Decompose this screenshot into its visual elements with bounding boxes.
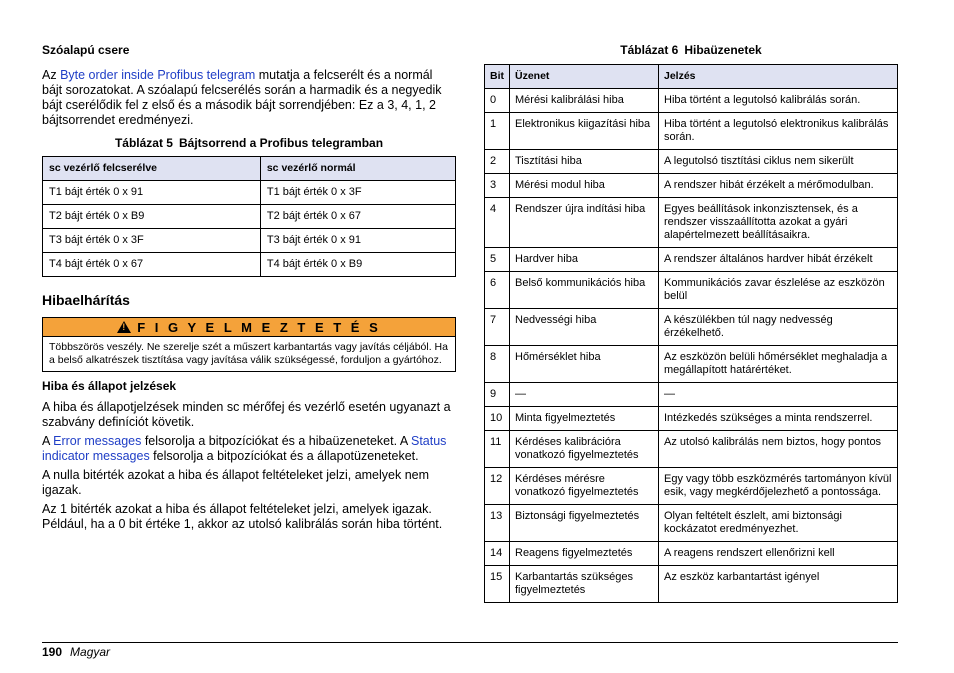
table-cell: Intézkedés szükséges a minta rendszerrel. (659, 407, 898, 431)
table-row (43, 181, 456, 205)
table-cell: 7 (485, 309, 510, 346)
table-cell: A rendszer hibát érzékelt a mérőmodulban. (659, 174, 898, 198)
table-row (485, 150, 898, 174)
warning-header (43, 318, 455, 337)
table-cell: T3 bájt érték 0 x 91 (260, 229, 455, 253)
table-cell: A készülékben túl nagy nedvesség érzékelhető. (659, 309, 898, 346)
warning-title: F I G Y E L M E Z T E T É S (137, 320, 381, 335)
table-cell: 9 (485, 383, 510, 407)
table-cell: 8 (485, 346, 510, 383)
table-cell: Egyes beállítások inkonzisztensek, és a rendszer visszaállította azokat a gyári alapértelmezett beállításaikra. (659, 198, 898, 248)
table5-caption (42, 135, 456, 151)
table-cell: 12 (485, 468, 510, 505)
table-cell: Belső kommunikációs hiba (510, 272, 659, 309)
table-row (485, 407, 898, 431)
table-row (485, 89, 898, 113)
table-cell: T4 bájt érték 0 x B9 (260, 253, 455, 277)
para2-text-b: felsorolja a bitpozíciókat és a hibaüzeneteket. A (141, 434, 411, 448)
error-messages-link[interactable]: Error messages (53, 434, 142, 448)
table-cell: 13 (485, 505, 510, 542)
byte-order-table (42, 156, 456, 277)
table-cell: 15 (485, 566, 510, 603)
table-cell: T4 bájt érték 0 x 67 (43, 253, 261, 277)
table-cell: 14 (485, 542, 510, 566)
table-cell: T3 bájt érték 0 x 3F (43, 229, 261, 253)
table-row (43, 229, 456, 253)
table-header-row (43, 157, 456, 181)
status-heading: Hiba és állapot jelzések (42, 379, 177, 393)
table-row (485, 542, 898, 566)
table6-caption (484, 42, 898, 58)
table-cell: 1 (485, 113, 510, 150)
table-cell: Hiba történt a legutolsó kalibrálás során. (659, 89, 898, 113)
word-swap-heading: Szóalapú csere (42, 43, 130, 57)
byte-order-link[interactable]: Byte order inside Profibus telegram (60, 68, 256, 82)
column-header: Bit (485, 65, 510, 89)
status-paragraph-2 (42, 434, 456, 464)
table-header-row (485, 65, 898, 89)
table-cell: Az eszközön belüli hőmérséklet meghaladja a megállapított határértéket. (659, 346, 898, 383)
table-row (485, 505, 898, 542)
table-cell: A legutolsó tisztítási ciklus nem sikerült (659, 150, 898, 174)
table-cell: Kérdéses kalibrációra vonatkozó figyelmeztetés (510, 431, 659, 468)
table-cell: — (659, 383, 898, 407)
column-header: Üzenet (510, 65, 659, 89)
table-cell: Karbantartás szükséges figyelmeztetés (510, 566, 659, 603)
table-cell: 10 (485, 407, 510, 431)
column-header: Jelzés (659, 65, 898, 89)
word-swap-paragraph (42, 68, 456, 128)
right-column (484, 42, 898, 603)
table-row (485, 248, 898, 272)
table-cell: Rendszer újra indítási hiba (510, 198, 659, 248)
table-cell: Kommunikációs zavar észlelése az eszközön belül (659, 272, 898, 309)
warning-text: Többszörös veszély. Ne szerelje szét a műszert karbantartás vagy javítás céljából. Ha a belső alkatrészek tisztítása vagy javítása válik szükségessé, forduljon a gyártóhoz. (49, 341, 448, 366)
table-row (43, 253, 456, 277)
table-cell: 3 (485, 174, 510, 198)
page-number: 190 (42, 645, 63, 659)
table6-caption-number: Táblázat 6 (620, 43, 679, 57)
table-cell: Mérési kalibrálási hiba (510, 89, 659, 113)
intro-suffix: mutatja a felcserélt és a normál bájt sorozatokat. A szóalapú felcserélés során a harmadik és a negyedik bájt cserélődik fel z első és a második bájt sorrendjében: Ez a 3, 4, 1, 2 bájtsorrendet eredményezi. (42, 68, 442, 127)
table-row (485, 174, 898, 198)
table-row (485, 198, 898, 248)
table-row (485, 113, 898, 150)
column-header: sc vezérlő felcserélve (43, 157, 261, 181)
table-cell: Nedvességi hiba (510, 309, 659, 346)
table-cell: Hőmérséklet hiba (510, 346, 659, 383)
table5-caption-number: Táblázat 5 (114, 136, 173, 150)
warning-triangle-icon (117, 321, 131, 333)
table-cell: 5 (485, 248, 510, 272)
table-cell: 6 (485, 272, 510, 309)
table-row (485, 346, 898, 383)
table-row (485, 431, 898, 468)
table-cell: Az eszköz karbantartást igényel (659, 566, 898, 603)
status-paragraph-3: A nulla bitérték azokat a hiba és állapot feltételeket jelzi, amelyek nem igazak. (42, 468, 430, 497)
table-cell: 4 (485, 198, 510, 248)
table-cell: — (510, 383, 659, 407)
table-cell: Biztonsági figyelmeztetés (510, 505, 659, 542)
table-cell: Hiba történt a legutolsó elektronikus kalibrálás során. (659, 113, 898, 150)
status-paragraph-1: A hiba és állapotjelzések minden sc mérőfej és vezérlő esetén ugyanazt a szabvány definíciót követik. (42, 400, 451, 429)
table-cell: Kérdéses mérésre vonatkozó figyelmeztetés (510, 468, 659, 505)
table-cell: A reagens rendszert ellenőrizni kell (659, 542, 898, 566)
page-footer (42, 645, 110, 659)
left-column (42, 42, 456, 532)
table-cell: Mérési modul hiba (510, 174, 659, 198)
para2-text-c: felsorolja a bitpozíciókat és a állapotüzeneteket. (149, 449, 419, 463)
table-cell: Hardver hiba (510, 248, 659, 272)
table-row (485, 309, 898, 346)
table-cell: T1 bájt érték 0 x 3F (260, 181, 455, 205)
table-row (43, 205, 456, 229)
troubleshooting-heading: Hibaelhárítás (42, 292, 130, 308)
table-cell: Tisztítási hiba (510, 150, 659, 174)
table-cell: Reagens figyelmeztetés (510, 542, 659, 566)
table-cell: T2 bájt érték 0 x B9 (43, 205, 261, 229)
table-cell: A rendszer általános hardver hibát érzékelt (659, 248, 898, 272)
error-messages-table (484, 64, 898, 603)
table-row (485, 383, 898, 407)
table5-caption-title: Bájtsorrend a Profibus telegramban (178, 136, 384, 150)
table-row (485, 468, 898, 505)
footer-divider (42, 642, 898, 643)
table-cell: Egy vagy több eszközmérés tartományon kívül esik, vagy megkérdőjelezhető a pontossága. (659, 468, 898, 505)
table-cell: T1 bájt érték 0 x 91 (43, 181, 261, 205)
table6-caption-title: Hibaüzenetek (684, 43, 762, 57)
para2-text-a: A (42, 434, 54, 448)
table-row (485, 272, 898, 309)
table-cell: Elektronikus kiigazítási hiba (510, 113, 659, 150)
table-cell: 11 (485, 431, 510, 468)
intro-prefix: Az (42, 68, 61, 82)
status-indicator-messages-link[interactable]: Status indicator messages (42, 434, 447, 463)
table-cell: Minta figyelmeztetés (510, 407, 659, 431)
table-cell: 0 (485, 89, 510, 113)
table-cell: 2 (485, 150, 510, 174)
table-row (485, 566, 898, 603)
warning-box (42, 317, 456, 372)
status-paragraph-4: Az 1 bitérték azokat a hiba és állapot feltételeket jelzi, amelyek igazak. Például, ha a 0 bit értéke 1, akkor az utolsó kalibrálás során hiba történt. (42, 502, 443, 531)
footer-language: Magyar (70, 645, 111, 659)
table-cell: T2 bájt érték 0 x 67 (260, 205, 455, 229)
table-cell: Az utolsó kalibrálás nem biztos, hogy pontos (659, 431, 898, 468)
column-header: sc vezérlő normál (260, 157, 455, 181)
table-cell: Olyan feltételt észlelt, ami biztonsági kockázatot eredményezhet. (659, 505, 898, 542)
